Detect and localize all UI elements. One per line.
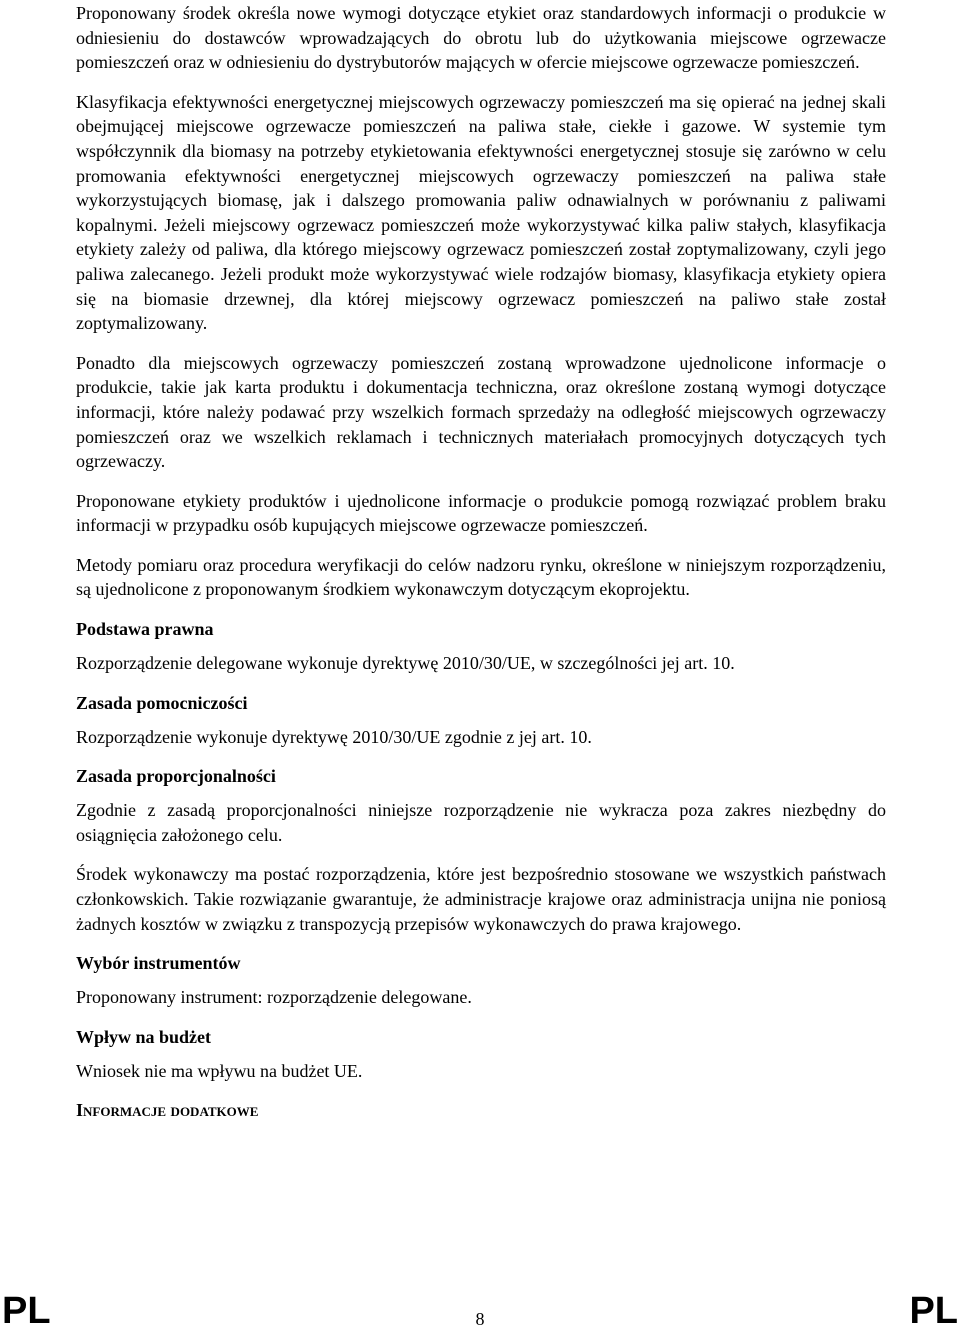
heading-instruments: Wybór instrumentów	[76, 953, 241, 974]
heading-budget: Wpływ na budżet	[76, 1026, 212, 1047]
heading-additional-information: Informacje dodatkowe	[76, 1100, 259, 1121]
paragraph-labels-scope: Proponowany środek określa nowe wymogi dotyczące etykiet oraz standardowych informacji o produkcie w odniesieniu do dostawców wprowadzających do obrotu lub do użytkowania miejscowe ogrzewacze pomieszczeń oraz w odniesieniu do dystrybutorów mających w ofercie miejscowe ogrzewacze pomieszczeń.	[76, 3, 886, 73]
text-proportionality-2: Środek wykonawczy ma postać rozporządzenia, które jest bezpośrednio stosowane we wszystkich państwach członkowskich. Takie rozwiązanie gwarantuje, że administracje krajowe oraz administracja unijna nie poniosą żadnych kosztów w związku z transpozycją przepisów wykonawczych do prawa krajowego.	[76, 864, 886, 934]
document-body	[76, 0, 886, 1122]
text-budget: Wniosek nie ma wpływu na budżet UE.	[76, 1060, 363, 1081]
text-subsidiarity: Rozporządzenie wykonuje dyrektywę 2010/30/UE zgodnie z jej art. 10.	[76, 726, 592, 747]
paragraph-energy-classification: Klasyfikacja efektywności energetycznej miejscowych ogrzewaczy pomieszczeń ma się opierać na jednej skali obejmującej miejscowe ogrzewacze pomieszczeń na paliwa stałe, ciekłe i gazowe. W systemie tym współczynnik dla biomasy na potrzeby etykietowania efektywności energetycznej stosuje się zarówno w celu promowania efektywności energetycznej miejscowych ogrzewaczy pomieszczeń na paliwa stałe wykorzystujących biomasę, jak i dalszego promowania paliw odnawialnych w porównaniu z paliwami kopalnymi. Jeżeli miejscowy ogrzewacz pomieszczeń może wykorzystywać kilka paliw stałych, klasyfikacja etykiety zależy od paliwa, dla którego miejscowy ogrzewacz pomieszczeń został zoptymalizowany, czyli jego paliwa zalecanego. Jeżeli produkt może wykorzystywać wiele rodzajów biomasy, klasyfikacja etykiety opiera się na biomasie drzewnej, dla której miejscowy ogrzewacz pomieszczeń na paliwo stałe został zoptymalizowany.	[76, 91, 886, 334]
text-proportionality-1: Zgodnie z zasadą proporcjonalności niniejsze rozporządzenie nie wykracza poza zakres niezbędny do osiągnięcia założonego celu.	[76, 800, 886, 845]
heading-legal-basis: Podstawa prawna	[76, 619, 214, 640]
footer-language-right: PL	[909, 1290, 958, 1332]
heading-subsidiarity: Zasada pomocniczości	[76, 692, 248, 713]
heading-proportionality: Zasada proporcjonalności	[76, 766, 276, 787]
text-instruments: Proponowany instrument: rozporządzenie delegowane.	[76, 987, 472, 1008]
text-legal-basis: Rozporządzenie delegowane wykonuje dyrektywę 2010/30/UE, w szczególności jej art. 10.	[76, 653, 735, 674]
paragraph-measurement-methods: Metody pomiaru oraz procedura weryfikacji do celów nadzoru rynku, określone w niniejszym rozporządzeniu, są ujednolicone z proponowanym środkiem wykonawczym dotyczącym ekoprojektu.	[76, 554, 886, 600]
paragraph-product-information: Ponadto dla miejscowych ogrzewaczy pomieszczeń zostaną wprowadzone ujednolicone informacje o produkcie, takie jak karta produktu i dokumentacja techniczna, oraz określone zostaną wymogi dotyczące informacji, które należy podawać przy wszelkich formach sprzedaży na odległość miejscowych ogrzewaczy pomieszczeń oraz we wszelkich reklamach i technicznych materiałach promocyjnych dotyczących tych ogrzewaczy.	[76, 352, 886, 472]
footer-language-left: PL	[2, 1290, 51, 1332]
page-number: 8	[475, 1309, 485, 1329]
paragraph-proposed-labels: Proponowane etykiety produktów i ujednolicone informacje o produkcie pomogą rozwiązać problem braku informacji w przypadku osób kupujących miejscowe ogrzewacze pomieszczeń.	[76, 490, 886, 536]
